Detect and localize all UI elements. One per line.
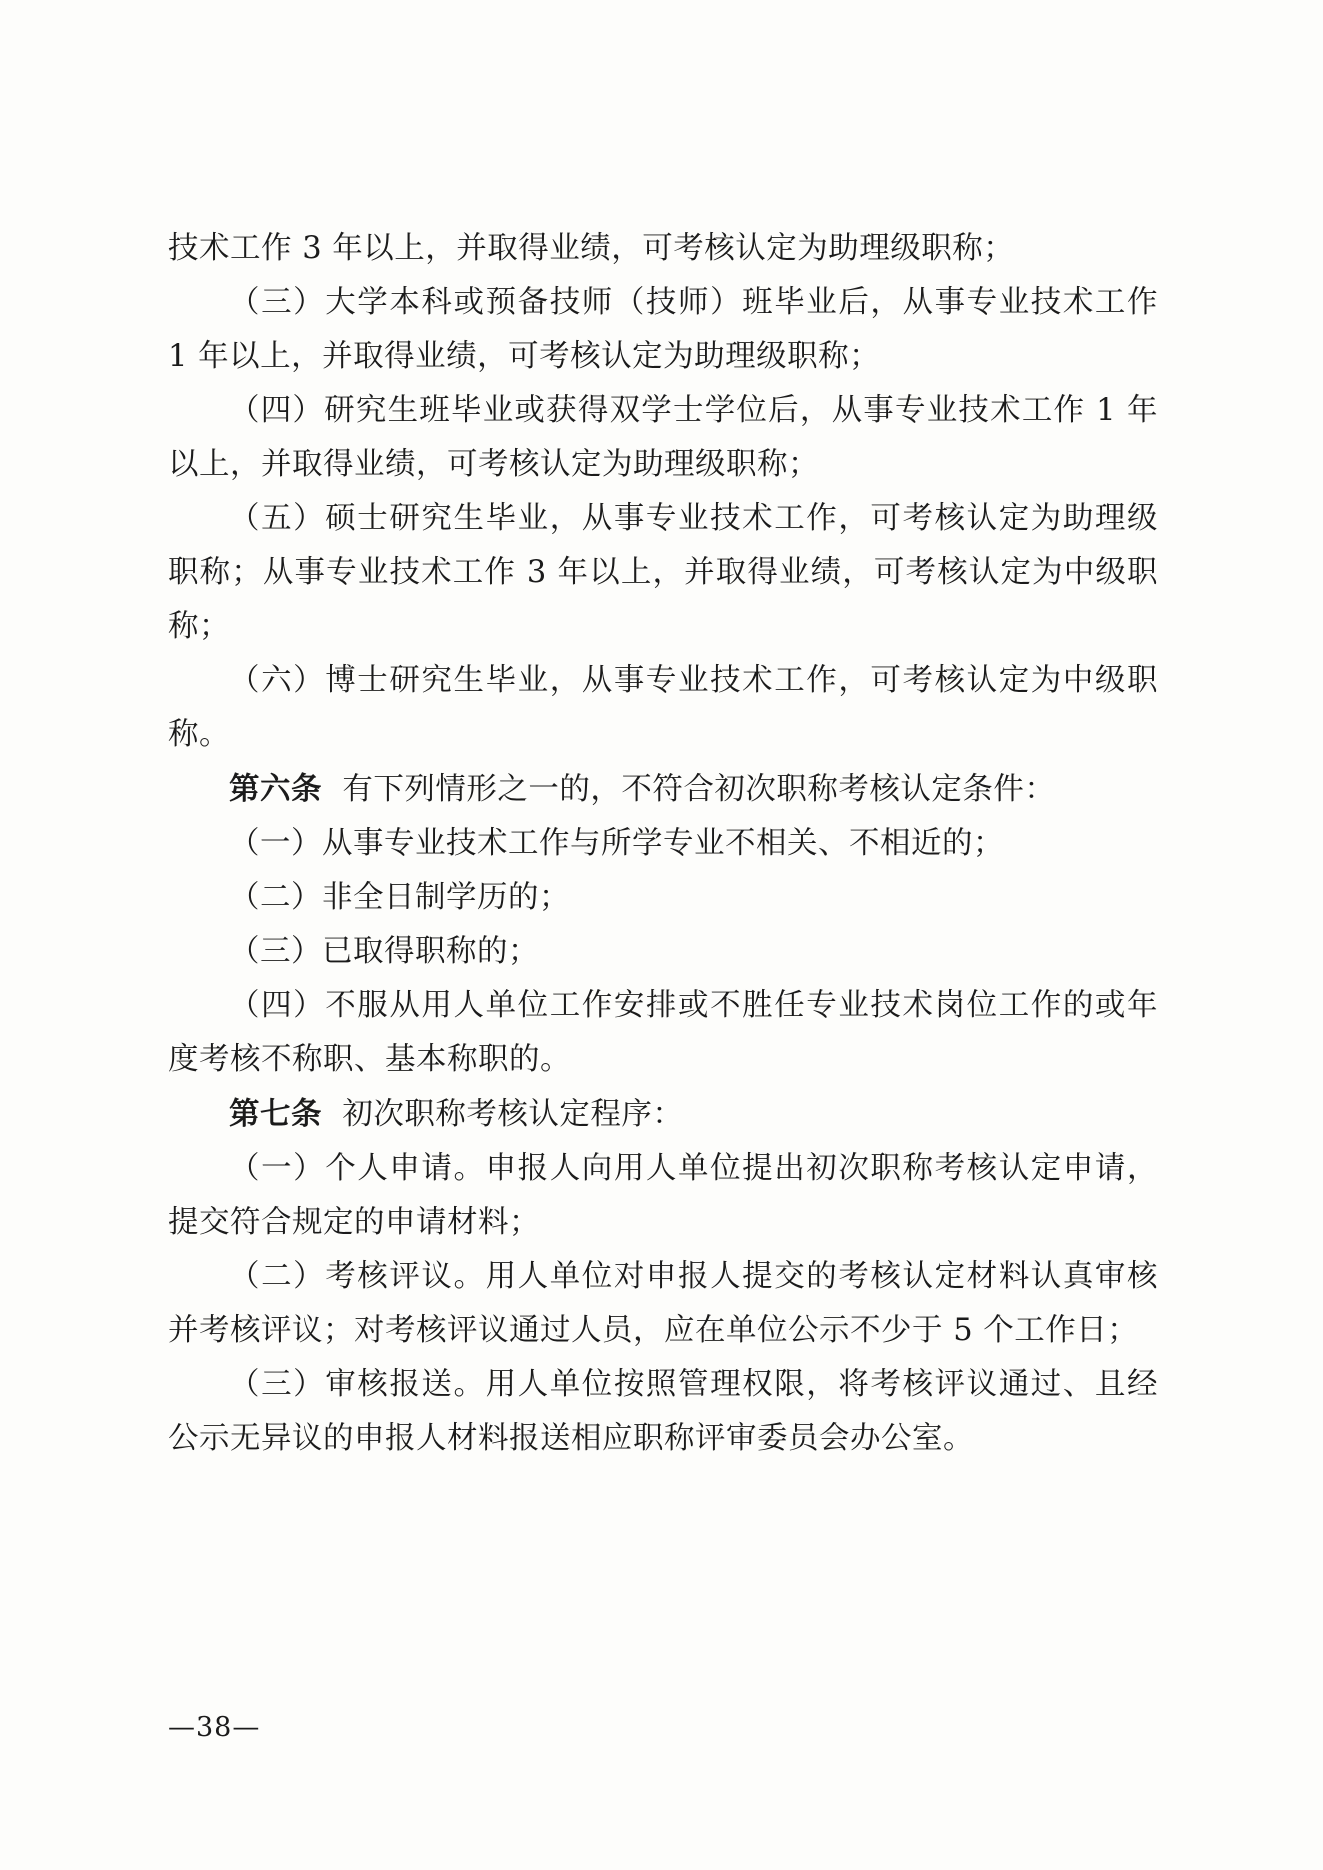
- paragraph-text: （一）从事专业技术工作与所学专业不相关、不相近的；: [229, 826, 1004, 861]
- paragraph: [168, 222, 1158, 276]
- article-seven-heading: 第七条: [229, 1096, 322, 1132]
- paragraph: [168, 817, 1158, 871]
- paragraph-text: （二）考核评议。用人单位对申报人提交的考核认定材料认真审核并考核评议；对考核评议通过人员，应在单位公示不少于 5 个工作日；: [168, 1259, 1158, 1348]
- paragraph: [168, 979, 1158, 1087]
- paragraph: [168, 492, 1158, 654]
- paragraph: [168, 1250, 1158, 1358]
- paragraph-text: （三）审核报送。用人单位按照管理权限，将考核评议通过、且经公示无异议的申报人材料报送相应职称评审委员会办公室。: [168, 1367, 1158, 1456]
- document-body: [168, 222, 1158, 1466]
- paragraph: [168, 871, 1158, 925]
- page-number: —38—: [168, 1712, 261, 1743]
- article-seven-paragraph: [168, 1087, 1158, 1142]
- paragraph: [168, 1142, 1158, 1250]
- paragraph-text: （五）硕士研究生毕业，从事专业技术工作，可考核认定为助理级职称；从事专业技术工作 3 年以上，并取得业绩，可考核认定为中级职称；: [168, 501, 1158, 644]
- article-six-paragraph: [168, 762, 1158, 817]
- paragraph-text: （四）不服从用人单位工作安排或不胜任专业技术岗位工作的或年度考核不称职、基本称职的。: [168, 988, 1158, 1077]
- paragraph-text: 技术工作 3 年以上，并取得业绩，可考核认定为助理级职称；: [168, 231, 1015, 266]
- paragraph: [168, 384, 1158, 492]
- paragraph-text: 有下列情形之一的，不符合初次职称考核认定条件：: [342, 772, 1056, 807]
- paragraph-text: （六）博士研究生毕业，从事专业技术工作，可考核认定为中级职称。: [168, 663, 1158, 752]
- paragraph-text: （四）研究生班毕业或获得双学士学位后，从事专业技术工作 1 年以上，并取得业绩，可考核认定为助理级职称；: [168, 393, 1158, 482]
- paragraph: [168, 925, 1158, 979]
- paragraph: [168, 1358, 1158, 1466]
- paragraph-text: （三）已取得职称的；: [229, 934, 539, 969]
- paragraph: [168, 276, 1158, 384]
- paragraph: [168, 654, 1158, 762]
- paragraph-text: （二）非全日制学历的；: [229, 880, 570, 915]
- paragraph-text: （一）个人申请。申报人向用人单位提出初次职称考核认定申请，提交符合规定的申请材料；: [168, 1151, 1158, 1240]
- article-six-heading: 第六条: [229, 771, 322, 807]
- paragraph-text: 初次职称考核认定程序：: [342, 1097, 684, 1132]
- paragraph-text: （三）大学本科或预备技师（技师）班毕业后，从事专业技术工作 1 年以上，并取得业绩，可考核认定为助理级职称；: [168, 285, 1158, 374]
